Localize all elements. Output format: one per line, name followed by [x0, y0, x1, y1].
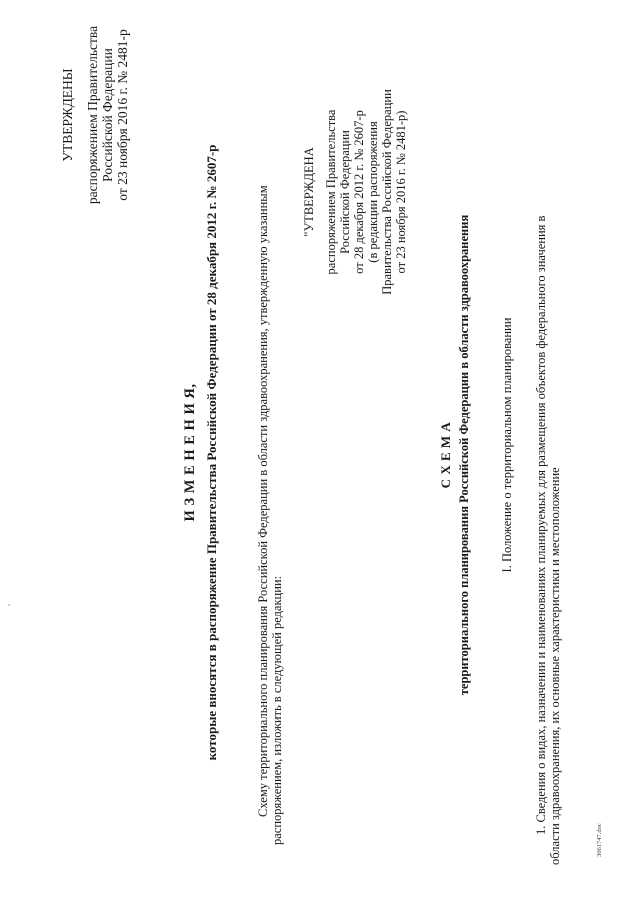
scheme-heading: С Х Е М А — [438, 421, 453, 489]
intro-line: Схему территориального планирования Российской Федерации в области здравоохранения, утвержденную указанным — [256, 185, 270, 817]
changes-title — [182, 30, 219, 875]
footer-file-ref: 3061747.doc — [596, 823, 603, 857]
approval-line: Российской Федерации — [338, 130, 352, 254]
scheme-title — [438, 65, 471, 845]
approval-line: от 23 ноября 2016 г. № 2481-р — [115, 29, 130, 201]
approval-line: распоряжением Правительства — [324, 109, 338, 275]
approval-block-top — [60, 15, 130, 215]
approval-heading: УТВЕРЖДЕНЫ — [60, 68, 75, 162]
intro-line: распоряжением, изложить в следующей редакции: — [270, 575, 284, 845]
paragraph-line: 1. Сведения о видах, назначении и наименованиях планируемых для размещения объектов федерального значения в — [534, 215, 548, 835]
section-heading — [500, 175, 514, 715]
approval-line: Российской Федерации — [100, 48, 115, 182]
approval-line: Правительства Российской Федерации — [380, 89, 394, 295]
approval-line: от 23 ноября 2016 г. № 2481-р) — [394, 110, 408, 274]
approval-line: (в редакции распоряжения — [366, 121, 380, 263]
changes-subheading: которые вносятся в распоряжение Правительства Российской Федерации от 28 декабря 2012 г. № 2607-р — [204, 144, 219, 761]
paragraph-line: области здравоохранения, их основные характеристики и местоположение — [548, 467, 562, 865]
approval-block-inner — [302, 77, 408, 307]
approval-line: распоряжением Правительства — [85, 25, 100, 205]
paragraph-1 — [534, 5, 562, 865]
scheme-subheading: территориального планирования Российской Федерации в области здравоохранения — [457, 214, 471, 696]
changes-heading: И З М Е Н Е Н И Я, — [182, 383, 198, 522]
section-title: I. Положение о территориальном планировании — [500, 317, 514, 573]
intro-paragraph — [256, 5, 284, 845]
approval-line: от 28 декабря 2012 г. № 2607-р — [352, 110, 366, 274]
approval-heading: "УТВЕРЖДЕНА — [302, 147, 316, 237]
